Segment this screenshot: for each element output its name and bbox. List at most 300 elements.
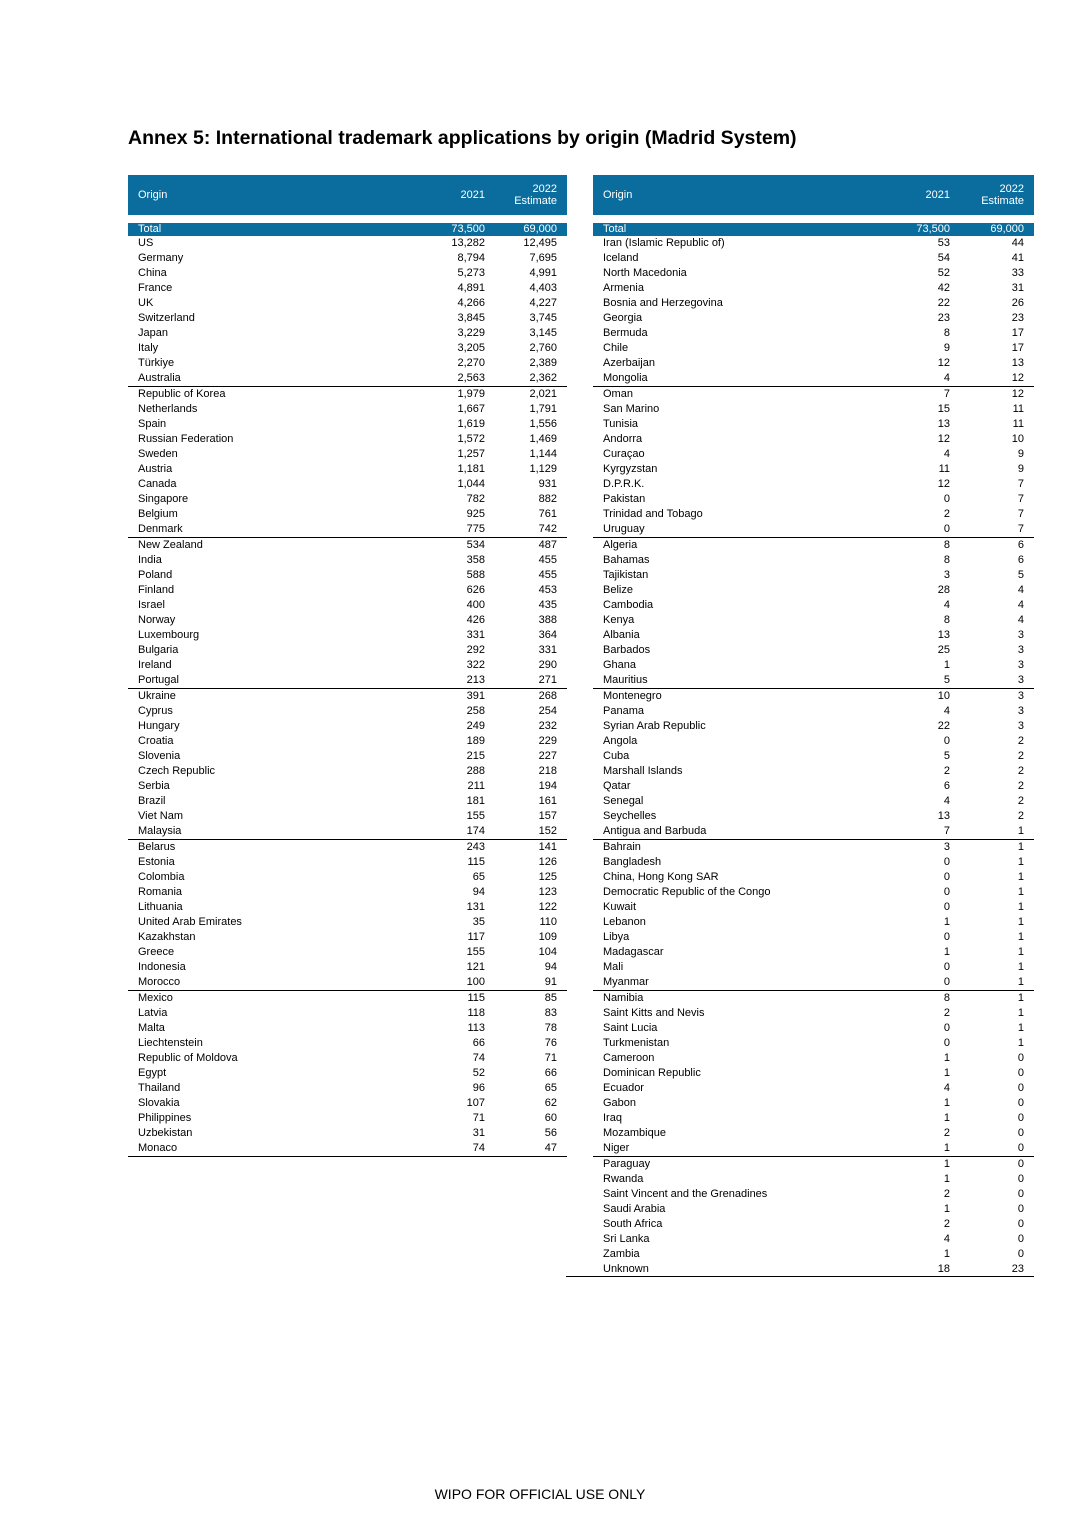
table-row xyxy=(128,749,567,764)
table-row xyxy=(593,1021,1034,1036)
cell-origin: Montenegro xyxy=(603,690,662,702)
cell-2021: 15 xyxy=(937,403,950,415)
cell-2021: 358 xyxy=(466,554,485,566)
cell-2022: 331 xyxy=(538,644,557,656)
table-row xyxy=(128,1006,567,1021)
cell-2022: 0 xyxy=(1017,1188,1024,1200)
cell-2021: 9 xyxy=(943,342,950,354)
cell-2021: 155 xyxy=(466,946,485,958)
cell-2021: 94 xyxy=(472,886,485,898)
cell-2022: 487 xyxy=(538,539,557,551)
cell-origin: Iraq xyxy=(603,1112,622,1124)
cell-2021: 71 xyxy=(472,1112,485,1124)
table-header xyxy=(593,175,1034,219)
cell-2022: 3 xyxy=(1017,705,1024,717)
cell-2021: 53 xyxy=(937,237,950,249)
cell-2021: 626 xyxy=(466,584,485,596)
cell-origin: Italy xyxy=(138,342,159,354)
table-row xyxy=(593,236,1034,251)
cell-2022: 66 xyxy=(544,1067,557,1079)
cell-2021: 8,794 xyxy=(457,252,485,264)
cell-origin: Saudi Arabia xyxy=(603,1203,666,1215)
cell-2021: 3,205 xyxy=(457,342,485,354)
cell-2021: 4,891 xyxy=(457,282,485,294)
cell-origin: Libya xyxy=(603,931,630,943)
table-row xyxy=(593,477,1034,492)
cell-2022: 110 xyxy=(539,916,557,928)
table-row xyxy=(593,1247,1034,1262)
table-row xyxy=(128,1066,567,1081)
cell-origin: Indonesia xyxy=(138,961,186,973)
cell-2021: 534 xyxy=(466,539,485,551)
cell-2021: 25 xyxy=(937,644,950,656)
cell-2022: 1 xyxy=(1017,946,1024,958)
table-row xyxy=(128,1081,567,1096)
cell-2022: 76 xyxy=(544,1037,557,1049)
table-row xyxy=(128,900,567,915)
cell-origin: Morocco xyxy=(128,975,413,991)
table-row xyxy=(128,885,567,900)
cell-2022: 455 xyxy=(538,569,557,581)
cell-origin: Portugal xyxy=(128,673,413,689)
table-row xyxy=(593,251,1034,266)
cell-2022: 2,021 xyxy=(529,388,557,400)
table-row xyxy=(593,915,1034,930)
cell-2021: 7 xyxy=(943,388,950,400)
cell-2021: 107 xyxy=(466,1097,485,1109)
cell-origin: Marshall Islands xyxy=(603,765,683,777)
cell-2021: 0 xyxy=(943,901,950,913)
cell-2021: 100 xyxy=(413,975,495,991)
cell-origin: Thailand xyxy=(138,1082,181,1094)
cell-2021: 249 xyxy=(466,720,485,732)
cell-2022: 218 xyxy=(538,765,557,777)
cell-2022: 931 xyxy=(538,478,557,490)
cell-2022: 9 xyxy=(1017,448,1024,460)
cell-2021: 2 xyxy=(943,765,950,777)
cell-origin: Trinidad and Tobago xyxy=(603,508,703,520)
cell-origin: Bahamas xyxy=(603,554,650,566)
cell-origin: UK xyxy=(138,297,154,309)
table-row xyxy=(593,689,1034,705)
cell-origin: Mongolia xyxy=(593,371,882,387)
cell-2022: 85 xyxy=(544,992,557,1004)
cell-origin: Belgium xyxy=(138,508,178,520)
table-row xyxy=(593,1111,1034,1126)
cell-2022: 3 xyxy=(1017,720,1024,732)
cell-2022: 126 xyxy=(538,856,557,868)
table-row xyxy=(593,855,1034,870)
cell-2021: 1 xyxy=(943,1173,950,1185)
cell-2022: 229 xyxy=(538,735,557,747)
cell-origin: Malta xyxy=(138,1022,165,1034)
table-header xyxy=(128,175,567,219)
cell-2021: 0 xyxy=(943,735,950,747)
table-row xyxy=(593,658,1034,673)
cell-origin: Ghana xyxy=(603,659,637,671)
cell-2021: 322 xyxy=(466,659,485,671)
origin-table-left xyxy=(128,175,567,1157)
cell-2021: 1 xyxy=(943,1112,950,1124)
table-row xyxy=(128,613,567,628)
cell-2021: 121 xyxy=(466,961,485,973)
cell-origin: Republic of Moldova xyxy=(138,1052,238,1064)
cell-origin: Oman xyxy=(603,388,633,400)
cell-2021: 3 xyxy=(943,841,950,853)
table-row xyxy=(128,764,567,779)
cell-origin: Qatar xyxy=(603,780,631,792)
cell-2021: 1,572 xyxy=(457,433,485,445)
cell-2022: 0 xyxy=(1017,1233,1024,1245)
cell-2021: 8 xyxy=(943,614,950,626)
table-row xyxy=(128,1111,567,1126)
table-row xyxy=(593,1232,1034,1247)
table-row xyxy=(128,371,567,387)
table-row xyxy=(128,477,567,492)
cell-origin: Antigua and Barbuda xyxy=(593,824,882,840)
table-row xyxy=(593,824,1034,840)
cell-2022: 2 xyxy=(1017,765,1024,777)
cell-origin: Seychelles xyxy=(603,810,657,822)
table-row xyxy=(128,296,567,311)
cell-2021: 6 xyxy=(943,780,950,792)
cell-2022: 4 xyxy=(1017,614,1024,626)
origin-table-right xyxy=(593,175,1034,1277)
cell-2021: 13 xyxy=(937,810,950,822)
cell-origin: Gabon xyxy=(603,1097,637,1109)
cell-2021: 588 xyxy=(466,569,485,581)
cell-origin: Lebanon xyxy=(603,916,646,928)
cell-2022: 4 xyxy=(1017,599,1024,611)
cell-2022: 2,389 xyxy=(529,357,557,369)
cell-2022: 2,760 xyxy=(529,342,557,354)
cell-origin: Germany xyxy=(138,252,184,264)
cell-2022: 1 xyxy=(1017,916,1024,928)
cell-2022: 104 xyxy=(538,946,557,958)
cell-2022: 0 xyxy=(1017,1097,1024,1109)
cell-2021: 5 xyxy=(882,673,960,689)
cell-2022: 455 xyxy=(538,554,557,566)
cell-2021: 4 xyxy=(943,705,950,717)
cell-2021: 925 xyxy=(466,508,485,520)
cell-origin: US xyxy=(138,237,154,249)
cell-2022: 271 xyxy=(495,673,567,689)
cell-2022: 388 xyxy=(538,614,557,626)
cell-2022: 152 xyxy=(495,824,567,840)
table-row xyxy=(593,432,1034,447)
cell-2021: 7 xyxy=(882,824,960,840)
cell-2021: 2 xyxy=(943,1127,950,1139)
cell-2022: 3 xyxy=(1017,629,1024,641)
cell-origin: Uruguay xyxy=(593,522,882,538)
cell-2021: 174 xyxy=(413,824,495,840)
cell-2021: 2 xyxy=(943,1218,950,1230)
cell-2022: 0 xyxy=(1017,1052,1024,1064)
cell-2021: 8 xyxy=(943,992,950,1004)
cell-origin: Estonia xyxy=(138,856,175,868)
cell-2022: 3,145 xyxy=(529,327,557,339)
table-row xyxy=(593,583,1034,598)
cell-2022: 3,745 xyxy=(529,312,557,324)
cell-2021: 1 xyxy=(943,1248,950,1260)
cell-2022: 0 xyxy=(1017,1067,1024,1079)
table-row xyxy=(128,658,567,673)
cell-2021: 2,270 xyxy=(457,357,485,369)
cell-origin: Ireland xyxy=(138,659,172,671)
table-row xyxy=(128,1096,567,1111)
cell-2022: 435 xyxy=(538,599,557,611)
cell-2021: 0 xyxy=(943,886,950,898)
table-row xyxy=(128,1021,567,1036)
cell-2021: 65 xyxy=(472,871,485,883)
cell-2021: 96 xyxy=(472,1082,485,1094)
cell-2021: 2 xyxy=(943,1188,950,1200)
cell-2022: 1 xyxy=(1017,931,1024,943)
table-row xyxy=(128,356,567,371)
cell-2021: 0 xyxy=(943,1037,950,1049)
cell-2022: 13 xyxy=(1011,357,1024,369)
table-row xyxy=(128,991,567,1007)
cell-2022: 7 xyxy=(960,522,1034,538)
total-row: Total 73,500 69,000 xyxy=(128,219,567,236)
table-row xyxy=(128,522,567,538)
cell-2022: 12 xyxy=(1011,388,1024,400)
table-row xyxy=(593,281,1034,296)
table-row xyxy=(128,930,567,945)
table-row xyxy=(128,538,567,554)
table-row xyxy=(128,1126,567,1141)
table-row xyxy=(593,1006,1034,1021)
cell-2021: 22 xyxy=(937,297,950,309)
cell-2021: 215 xyxy=(466,750,485,762)
cell-2021: 1,044 xyxy=(457,478,485,490)
cell-2021: 31 xyxy=(472,1127,485,1139)
cell-origin: Unknown xyxy=(603,1263,649,1275)
cell-2021: 2 xyxy=(943,508,950,520)
table-row xyxy=(593,613,1034,628)
cell-2022: 122 xyxy=(538,901,557,913)
table-row xyxy=(128,975,567,991)
cell-2022: 109 xyxy=(538,931,557,943)
cell-origin: Belarus xyxy=(138,841,176,853)
table-row xyxy=(128,643,567,658)
cell-2022: 268 xyxy=(538,690,557,702)
cell-2021: 1 xyxy=(882,1141,960,1157)
cell-2022: 882 xyxy=(538,493,557,505)
cell-origin: Kyrgyzstan xyxy=(603,463,658,475)
cell-origin: Saint Lucia xyxy=(603,1022,658,1034)
cell-2021: 1,181 xyxy=(457,463,485,475)
table-row xyxy=(128,447,567,462)
cell-2021: 118 xyxy=(467,1007,485,1019)
table-row xyxy=(593,719,1034,734)
table-row xyxy=(128,719,567,734)
cell-origin: Norway xyxy=(138,614,176,626)
cell-2021: 74 xyxy=(413,1141,495,1157)
cell-2021: 181 xyxy=(466,795,485,807)
cell-origin: China xyxy=(138,267,167,279)
cell-origin: Andorra xyxy=(603,433,643,445)
cell-2022: 254 xyxy=(538,705,557,717)
table-row xyxy=(593,266,1034,281)
cell-2022: 60 xyxy=(544,1112,557,1124)
cell-2022: 56 xyxy=(544,1127,557,1139)
cell-origin: Israel xyxy=(138,599,165,611)
cell-origin: Singapore xyxy=(138,493,189,505)
cell-2021: 66 xyxy=(472,1037,485,1049)
cell-2022: 1 xyxy=(960,824,1034,840)
cell-2022: 7 xyxy=(1017,508,1024,520)
cell-origin: Curaçao xyxy=(603,448,645,460)
table-row xyxy=(593,885,1034,900)
cell-origin: Mozambique xyxy=(603,1127,666,1139)
cell-origin: Poland xyxy=(138,569,173,581)
cell-2022: 7 xyxy=(1017,493,1024,505)
cell-origin: Myanmar xyxy=(593,975,882,991)
cell-2022: 4,991 xyxy=(529,267,557,279)
cell-2021: 4,266 xyxy=(457,297,485,309)
cell-2022: 91 xyxy=(495,975,567,991)
cell-origin: Cuba xyxy=(603,750,630,762)
cell-2021: 391 xyxy=(466,690,485,702)
cell-2022: 0 xyxy=(960,1141,1034,1157)
cell-2021: 775 xyxy=(413,522,495,538)
cell-2022: 6 xyxy=(1017,554,1024,566)
cell-origin: Japan xyxy=(138,327,168,339)
cell-2021: 0 xyxy=(943,961,950,973)
cell-2022: 1 xyxy=(1017,871,1024,883)
cell-2022: 194 xyxy=(538,780,557,792)
cell-2021: 0 xyxy=(943,856,950,868)
table-row xyxy=(128,266,567,281)
cell-2022: 0 xyxy=(1017,1112,1024,1124)
cell-2022: 2,362 xyxy=(495,371,567,387)
cell-2021: 243 xyxy=(466,841,485,853)
cell-2021: 131 xyxy=(466,901,485,913)
cell-2021: 1 xyxy=(943,946,950,958)
cell-2021: 52 xyxy=(937,267,950,279)
cell-origin: Viet Nam xyxy=(138,810,184,822)
table-row xyxy=(593,1172,1034,1187)
cell-2022: 44 xyxy=(1011,237,1024,249)
cell-2021: 4 xyxy=(943,1233,950,1245)
cell-origin: India xyxy=(138,554,162,566)
cell-2021: 4 xyxy=(943,599,950,611)
cell-origin: Slovakia xyxy=(138,1097,180,1109)
cell-origin: Namibia xyxy=(603,992,644,1004)
table-row xyxy=(593,749,1034,764)
table-row xyxy=(593,402,1034,417)
cell-2022: 742 xyxy=(495,522,567,538)
cell-2022: 33 xyxy=(1011,267,1024,279)
cell-2022: 161 xyxy=(538,795,557,807)
cell-origin: Saint Vincent and the Grenadines xyxy=(603,1188,768,1200)
cell-2021: 0 xyxy=(882,975,960,991)
cell-origin: Kuwait xyxy=(603,901,637,913)
cell-origin: Bangladesh xyxy=(603,856,662,868)
table-row xyxy=(128,1141,567,1157)
cell-origin: Denmark xyxy=(128,522,413,538)
table-row xyxy=(593,568,1034,583)
cell-origin: Armenia xyxy=(603,282,644,294)
cell-2021: 23 xyxy=(937,312,950,324)
table-row xyxy=(128,960,567,975)
cell-origin: Sweden xyxy=(138,448,178,460)
table-row xyxy=(593,1036,1034,1051)
col-header-2022: 2022 Estimate xyxy=(495,175,567,219)
cell-origin: Panama xyxy=(603,705,644,717)
table-row xyxy=(128,251,567,266)
cell-2021: 28 xyxy=(937,584,950,596)
table-row xyxy=(593,356,1034,371)
table-row xyxy=(593,553,1034,568)
cell-2021: 12 xyxy=(937,433,950,445)
cell-origin: Hungary xyxy=(138,720,180,732)
table-row xyxy=(593,1066,1034,1081)
cell-2022: 65 xyxy=(544,1082,557,1094)
cell-2022: 1,791 xyxy=(529,403,557,415)
cell-2021: 4 xyxy=(882,371,960,387)
cell-2022: 2 xyxy=(1017,780,1024,792)
table-row xyxy=(128,281,567,296)
cell-origin: Chile xyxy=(603,342,629,354)
cell-2021: 52 xyxy=(472,1067,485,1079)
table-row xyxy=(128,236,567,251)
cell-origin: Azerbaijan xyxy=(603,357,655,369)
table-row xyxy=(128,689,567,705)
cell-origin: Greece xyxy=(138,946,175,958)
cell-2022: 4,403 xyxy=(529,282,557,294)
table-row xyxy=(128,734,567,749)
cell-origin: United Arab Emirates xyxy=(138,916,242,928)
cell-2021: 0 xyxy=(943,493,950,505)
table-row xyxy=(128,583,567,598)
cell-origin: Luxembourg xyxy=(138,629,200,641)
cell-origin: Kenya xyxy=(603,614,635,626)
table-row xyxy=(128,673,567,689)
cell-origin: Iceland xyxy=(603,252,639,264)
table-row xyxy=(593,1081,1034,1096)
table-row xyxy=(593,945,1034,960)
cell-2022: 0 xyxy=(1017,1203,1024,1215)
cell-origin: Bosnia and Herzegovina xyxy=(603,297,723,309)
cell-2021: 8 xyxy=(943,327,950,339)
table-row xyxy=(593,1187,1034,1202)
cell-origin: Lithuania xyxy=(138,901,183,913)
cell-origin: Georgia xyxy=(603,312,643,324)
cell-2022: 47 xyxy=(495,1141,567,1157)
cell-origin: France xyxy=(138,282,173,294)
table-row xyxy=(593,1096,1034,1111)
cell-2022: 5 xyxy=(1017,569,1024,581)
cell-origin: Senegal xyxy=(603,795,644,807)
cell-2021: 1 xyxy=(943,1158,950,1170)
cell-2022: 3 xyxy=(1017,644,1024,656)
cell-2022: 364 xyxy=(538,629,557,641)
cell-2021: 782 xyxy=(466,493,485,505)
table-row xyxy=(128,553,567,568)
cell-2021: 22 xyxy=(937,720,950,732)
cell-2022: 7 xyxy=(1017,478,1024,490)
cell-origin: New Zealand xyxy=(138,539,203,551)
cell-2022: 1 xyxy=(1017,1037,1024,1049)
table-row xyxy=(593,371,1034,387)
cell-2022: 78 xyxy=(544,1022,557,1034)
cell-2021: 2,563 xyxy=(413,371,495,387)
col-header-2022: 2022 Estimate xyxy=(960,175,1034,219)
cell-2022: 1 xyxy=(1017,961,1024,973)
cell-origin: Belize xyxy=(603,584,633,596)
